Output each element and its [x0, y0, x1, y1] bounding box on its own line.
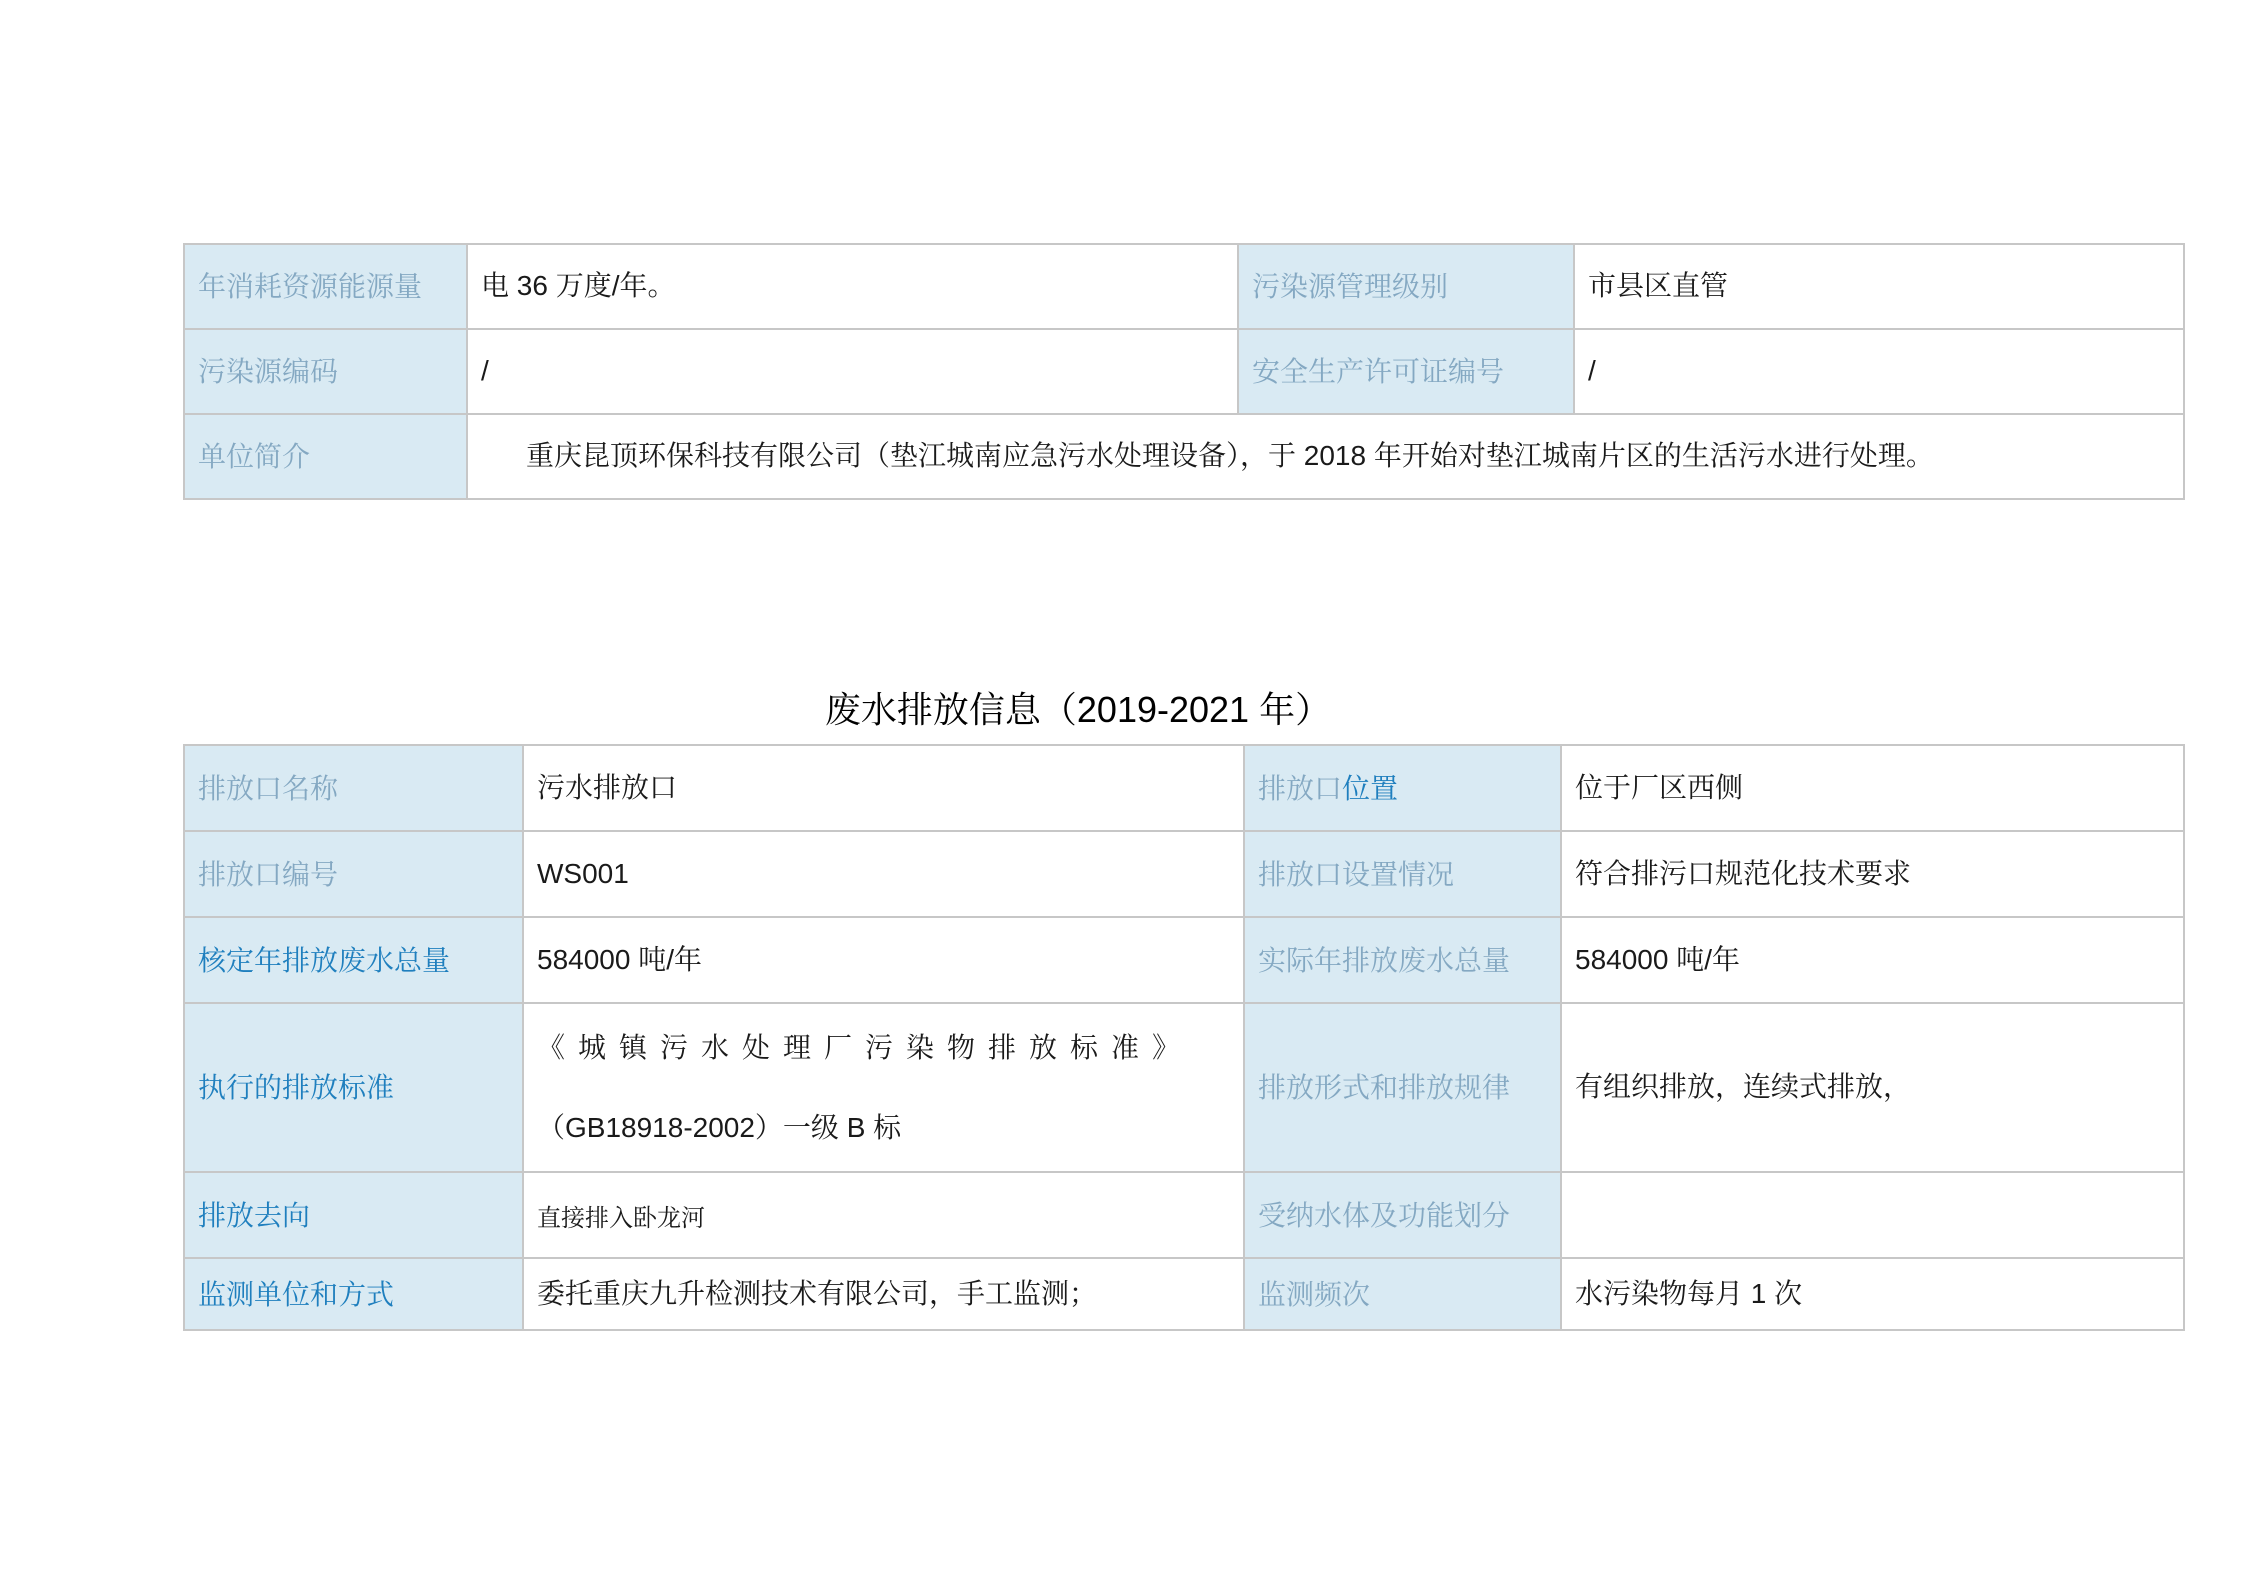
outlet-number-label: 排放口编号 [184, 831, 523, 917]
table-row [184, 1258, 2184, 1330]
monitoring-frequency-value: 水污染物每月 1 次 [1561, 1258, 2184, 1330]
outlet-setup-status-value: 符合排污口规范化技术要求 [1561, 831, 2184, 917]
receiving-water-body-label: 受纳水体及功能划分 [1244, 1172, 1561, 1258]
monitoring-unit-and-method-value: 委托重庆九升检测技术有限公司，手工监测； [523, 1258, 1244, 1330]
annual-energy-consumption-label: 年消耗资源能源量 [184, 244, 467, 329]
discharge-standard-value-line2: （GB18918-2002）一级 B 标 [537, 1111, 902, 1143]
actual-annual-discharge-value: 584000 吨/年 [1561, 917, 2184, 1003]
monitoring-frequency-label: 监测频次 [1244, 1258, 1561, 1330]
table-row [184, 917, 2184, 1003]
discharge-form-and-pattern-label: 排放形式和排放规律 [1244, 1003, 1561, 1172]
outlet-name-label: 排放口名称 [184, 745, 523, 831]
discharge-destination-label: 排放去向 [184, 1172, 523, 1258]
pollution-source-code-label: 污染源编码 [184, 329, 467, 414]
company-introduction-label: 单位简介 [184, 414, 467, 499]
facility-info-table [183, 243, 2185, 500]
table-row [184, 1003, 2184, 1172]
discharge-destination-value: 直接排入卧龙河 [523, 1172, 1244, 1258]
discharge-form-and-pattern-value: 有组织排放，连续式排放， [1561, 1003, 2184, 1172]
company-introduction-value: 重庆昆顶环保科技有限公司（垫江城南应急污水处理设备），于 2018 年开始对垫江城南片区的生活污水进行处理。 [467, 414, 2184, 499]
table-row [184, 1172, 2184, 1258]
table-row [184, 329, 2184, 414]
production-safety-permit-number-value: / [1574, 329, 2184, 414]
outlet-location-label-part1: 排放口 [1258, 772, 1343, 804]
receiving-water-body-value [1561, 1172, 2184, 1258]
outlet-location-label [1244, 745, 1561, 831]
discharge-standard-value-line1: 《城镇污水处理厂污染物排放标准》 [537, 1031, 1194, 1063]
wastewater-discharge-table [183, 744, 2185, 1331]
annual-energy-consumption-value: 电 36 万度/年。 [467, 244, 1238, 329]
actual-annual-discharge-label: 实际年排放废水总量 [1244, 917, 1561, 1003]
discharge-standard-value [523, 1003, 1244, 1172]
approved-annual-discharge-label: 核定年排放废水总量 [184, 917, 523, 1003]
pollution-source-management-level-value: 市县区直管 [1574, 244, 2184, 329]
monitoring-unit-and-method-label: 监测单位和方式 [184, 1258, 523, 1330]
outlet-number-value: WS001 [523, 831, 1244, 917]
table-row [184, 414, 2184, 499]
pollution-source-code-value: / [467, 329, 1238, 414]
outlet-name-value: 污水排放口 [523, 745, 1244, 831]
outlet-location-value: 位于厂区西侧 [1561, 745, 2184, 831]
wastewater-discharge-section-title: 废水排放信息（2019-2021 年） [824, 689, 1332, 730]
table-row [184, 244, 2184, 329]
outlet-setup-status-label: 排放口设置情况 [1244, 831, 1561, 917]
table-row [184, 745, 2184, 831]
approved-annual-discharge-value: 584000 吨/年 [523, 917, 1244, 1003]
pollution-source-management-level-label: 污染源管理级别 [1238, 244, 1574, 329]
discharge-standard-label: 执行的排放标准 [184, 1003, 523, 1172]
outlet-location-label-part2: 位置 [1342, 772, 1399, 804]
production-safety-permit-number-label: 安全生产许可证编号 [1238, 329, 1574, 414]
table-row [184, 831, 2184, 917]
